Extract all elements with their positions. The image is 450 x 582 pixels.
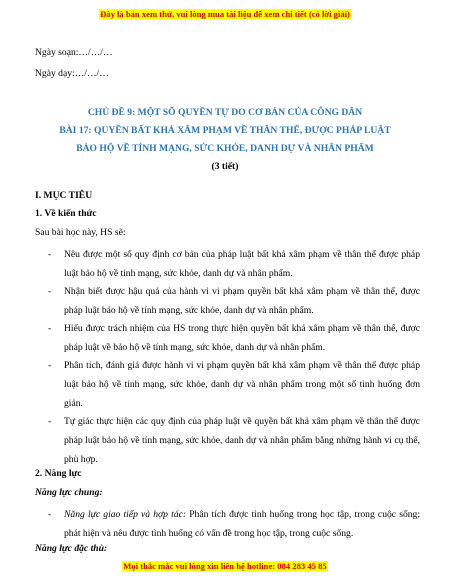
subheading-competency: 2. Năng lực <box>35 468 82 479</box>
hotline-banner-bottom: Mọi thắc mắc vui lòng xin liên hệ hotline: 084 283 45 85 <box>123 561 327 571</box>
bullet-dash: - <box>48 323 52 334</box>
subheading-knowledge: 1. Về kiến thức <box>35 208 97 219</box>
list-item <box>48 505 420 543</box>
bullet-dash: - <box>48 416 52 427</box>
bullet-dash: - <box>48 249 52 260</box>
bullet-dash: - <box>48 360 52 371</box>
competency-label: Năng lực giao tiếp và hợp tác: <box>64 509 187 520</box>
topic-title: CHỦ ĐỀ 9: MỘT SỐ QUYỀN TỰ DO CƠ BẢN CỦA CÔNG DÂN <box>87 107 363 118</box>
bullet-dash: - <box>48 509 52 520</box>
lesson-title-line2: BẢO HỘ VỀ TÍNH MẠNG, SỨC KHỎE, DANH DỰ VÀ NHÂN PHẨM <box>76 143 374 154</box>
list-item: - Hiểu được trách nhiệm của HS trong thực hiện quyền bất khả xâm phạm về thân thể, được pháp luật về bảo hộ về tính mạng, sức khỏe, danh dự và nhân phẩm. <box>48 319 420 357</box>
lesson-duration: (3 tiết) <box>211 161 239 172</box>
intro-text: Sau bài học này, HS sẽ: <box>35 227 126 238</box>
bullet-dash: - <box>48 286 52 297</box>
competency-text: Phân tích được tình huống trong học tập, trong cuộc sống; phát hiện và nêu được tình huống có vấn đề trong học tập, trong cuộc sống. <box>64 509 420 539</box>
preview-banner-top: Đây là bản xem thử, vui lòng mua tài liệu để xem chi tiết (có lời giải) <box>100 9 350 19</box>
list-item: - Nhận biết được hậu quả của hành vi vi phạm quyền bất khả xâm phạm về thân thể, được pháp luật bảo hộ về tính mạng, sức khỏe, danh dự và nhân phẩm. <box>48 282 420 320</box>
subheading-specific-competency: Năng lực đặc thù: <box>35 543 108 554</box>
ngay-day: Ngày dạy:…/…/… <box>35 68 109 79</box>
section-heading-objectives: I. MỤC TIÊU <box>35 190 93 201</box>
list-item: - Phân tích, đánh giá được hành vi vi phạm quyền bất khả xâm phạm về thân thể được pháp luật bảo hộ về tính mạng, sức khỏe, danh dự và nhân phẩm trong một số tình huống đơn giản. <box>48 356 420 413</box>
list-item: - Nêu được một số quy định cơ bản của pháp luật bất khả xâm phạm về thân thể được pháp luật bảo hộ về tính mạng, sức khỏe, danh dự và nhân phẩm. <box>48 245 420 283</box>
ngay-soan: Ngày soạn:…/…/… <box>35 47 113 58</box>
subheading-general-competency: Năng lực chung: <box>35 487 103 498</box>
list-item: - Tự giác thực hiện các quy định của pháp luật về quyền bất khả xâm phạm về thân thể được pháp luật bảo hộ về tính mạng, sức khỏe, danh dự và nhân phẩm bằng những hành vi cụ thể, phù hợp. <box>48 412 420 469</box>
lesson-title-line1: BÀI 17: QUYỀN BẤT KHẢ XÂM PHẠM VỀ THÂN THỂ, ĐƯỢC PHÁP LUẬT <box>59 125 391 136</box>
